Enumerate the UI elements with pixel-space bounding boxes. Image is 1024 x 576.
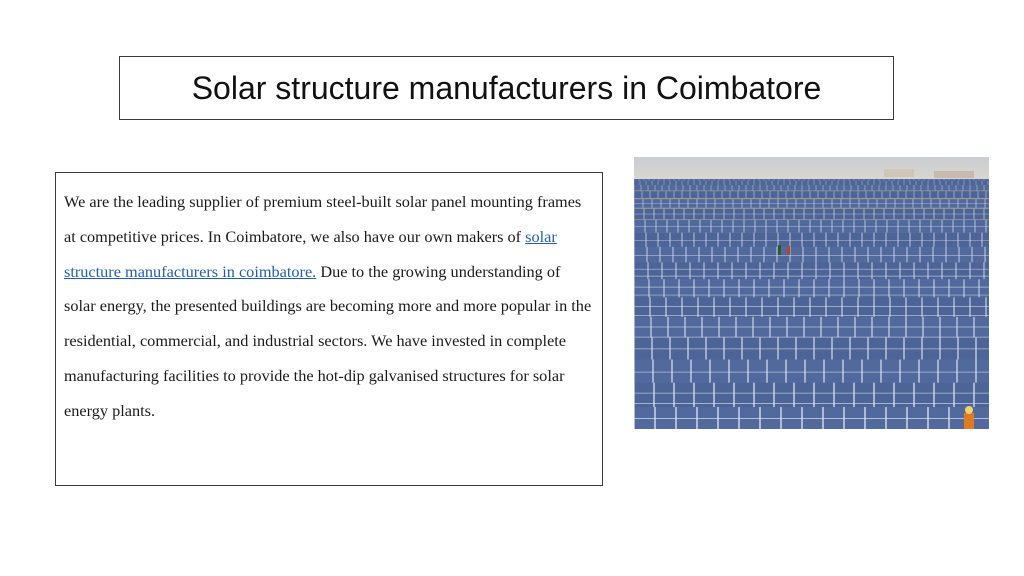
manufacturers-link[interactable]: solar structure manufacturers in coimbatore. [64,226,557,281]
text-box [55,172,603,486]
body-text-part-1: We are the leading supplier of premium steel-built solar panel mounting frames at competitive prices. In Coimbatore, we also have our own makers of [64,192,582,246]
body-paragraph [64,185,592,429]
slide-title: Solar structure manufacturers in Coimbatore [191,69,822,106]
solar-panel-field-photo [634,157,989,429]
body-text-part-2: Due to the growing understanding of solar energy, the presented buildings are becoming more and more popular in the residential, commercial, and industrial sectors. We have invested in complete manufacturing facilities to provide the hot-dip galvanised structures for solar energy plants. [64,261,592,420]
title-box [119,56,894,120]
